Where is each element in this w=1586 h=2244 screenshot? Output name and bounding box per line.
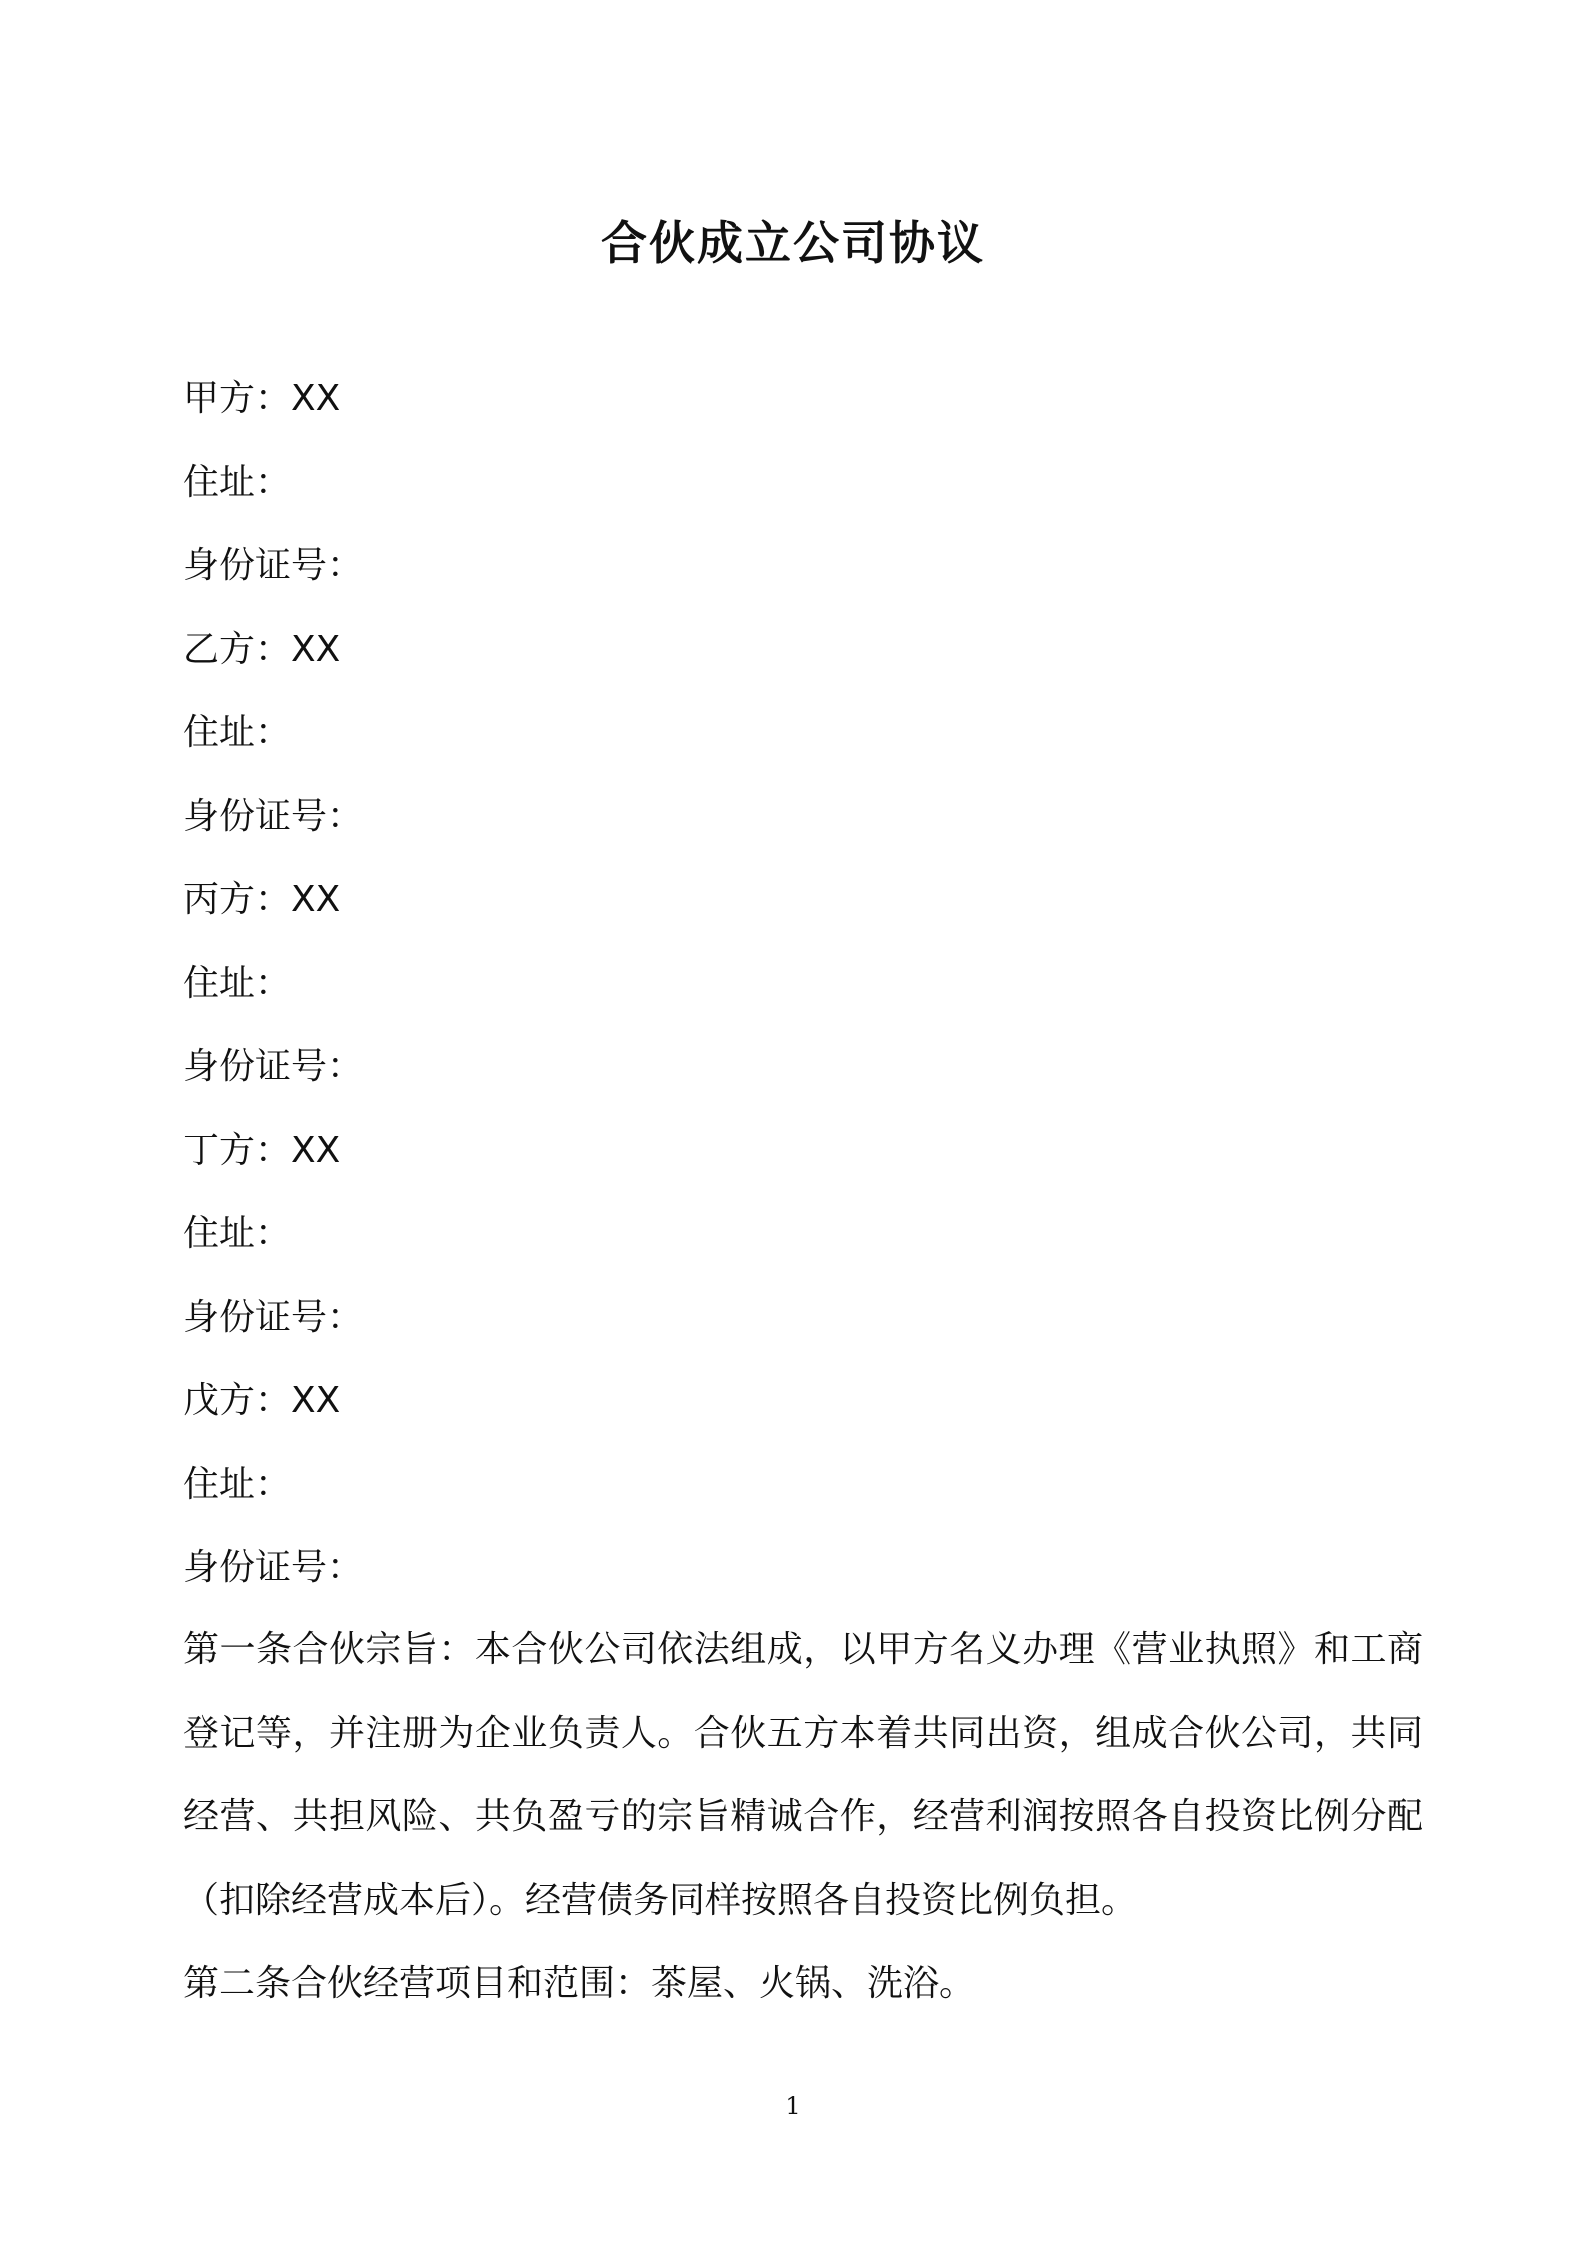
party-d-id-number: 身份证号： [183,1296,364,1338]
party-c-name: 丙方：XX [183,879,341,920]
party-c-address: 住址： [183,962,292,1004]
article-1-paragraph: 第一条合伙宗旨：本合伙公司依法组成，以甲方名义办理《营业执照》和工商登记等，并注册为企业负责人。合伙五方本着共同出资，组成合伙公司，共同经营、共担风险、共负盈亏的宗旨精诚合作，经营利润按照各自投资比例分配（扣除经营成本后）。经营债务同样按照各自投资比例负担。 [183,1629,1423,1921]
party-c-id-number: 身份证号： [183,1046,364,1087]
party-e-address: 住址： [183,1463,292,1505]
party-a-id-number: 身份证号： [183,545,364,586]
document-title: 合伙成立公司协议 [601,216,985,270]
party-b-name: 乙方：XX [183,628,341,670]
party-e-id-number: 身份证号： [183,1547,364,1588]
parties-section [183,357,1423,1610]
party-e-name: 戊方：XX [183,1380,341,1421]
party-b-address: 住址： [183,712,292,753]
party-b-id-number: 身份证号： [183,795,364,837]
party-d-address: 住址： [183,1213,292,1254]
party-d-name: 丁方：XX [183,1129,341,1171]
party-a-name: 甲方：XX [183,378,341,419]
article-2-paragraph: 第二条合伙经营项目和范围：茶屋、火锅、洗浴。 [183,1963,976,2004]
party-a-address: 住址： [183,461,292,503]
page-number: 1 [785,2092,801,2120]
